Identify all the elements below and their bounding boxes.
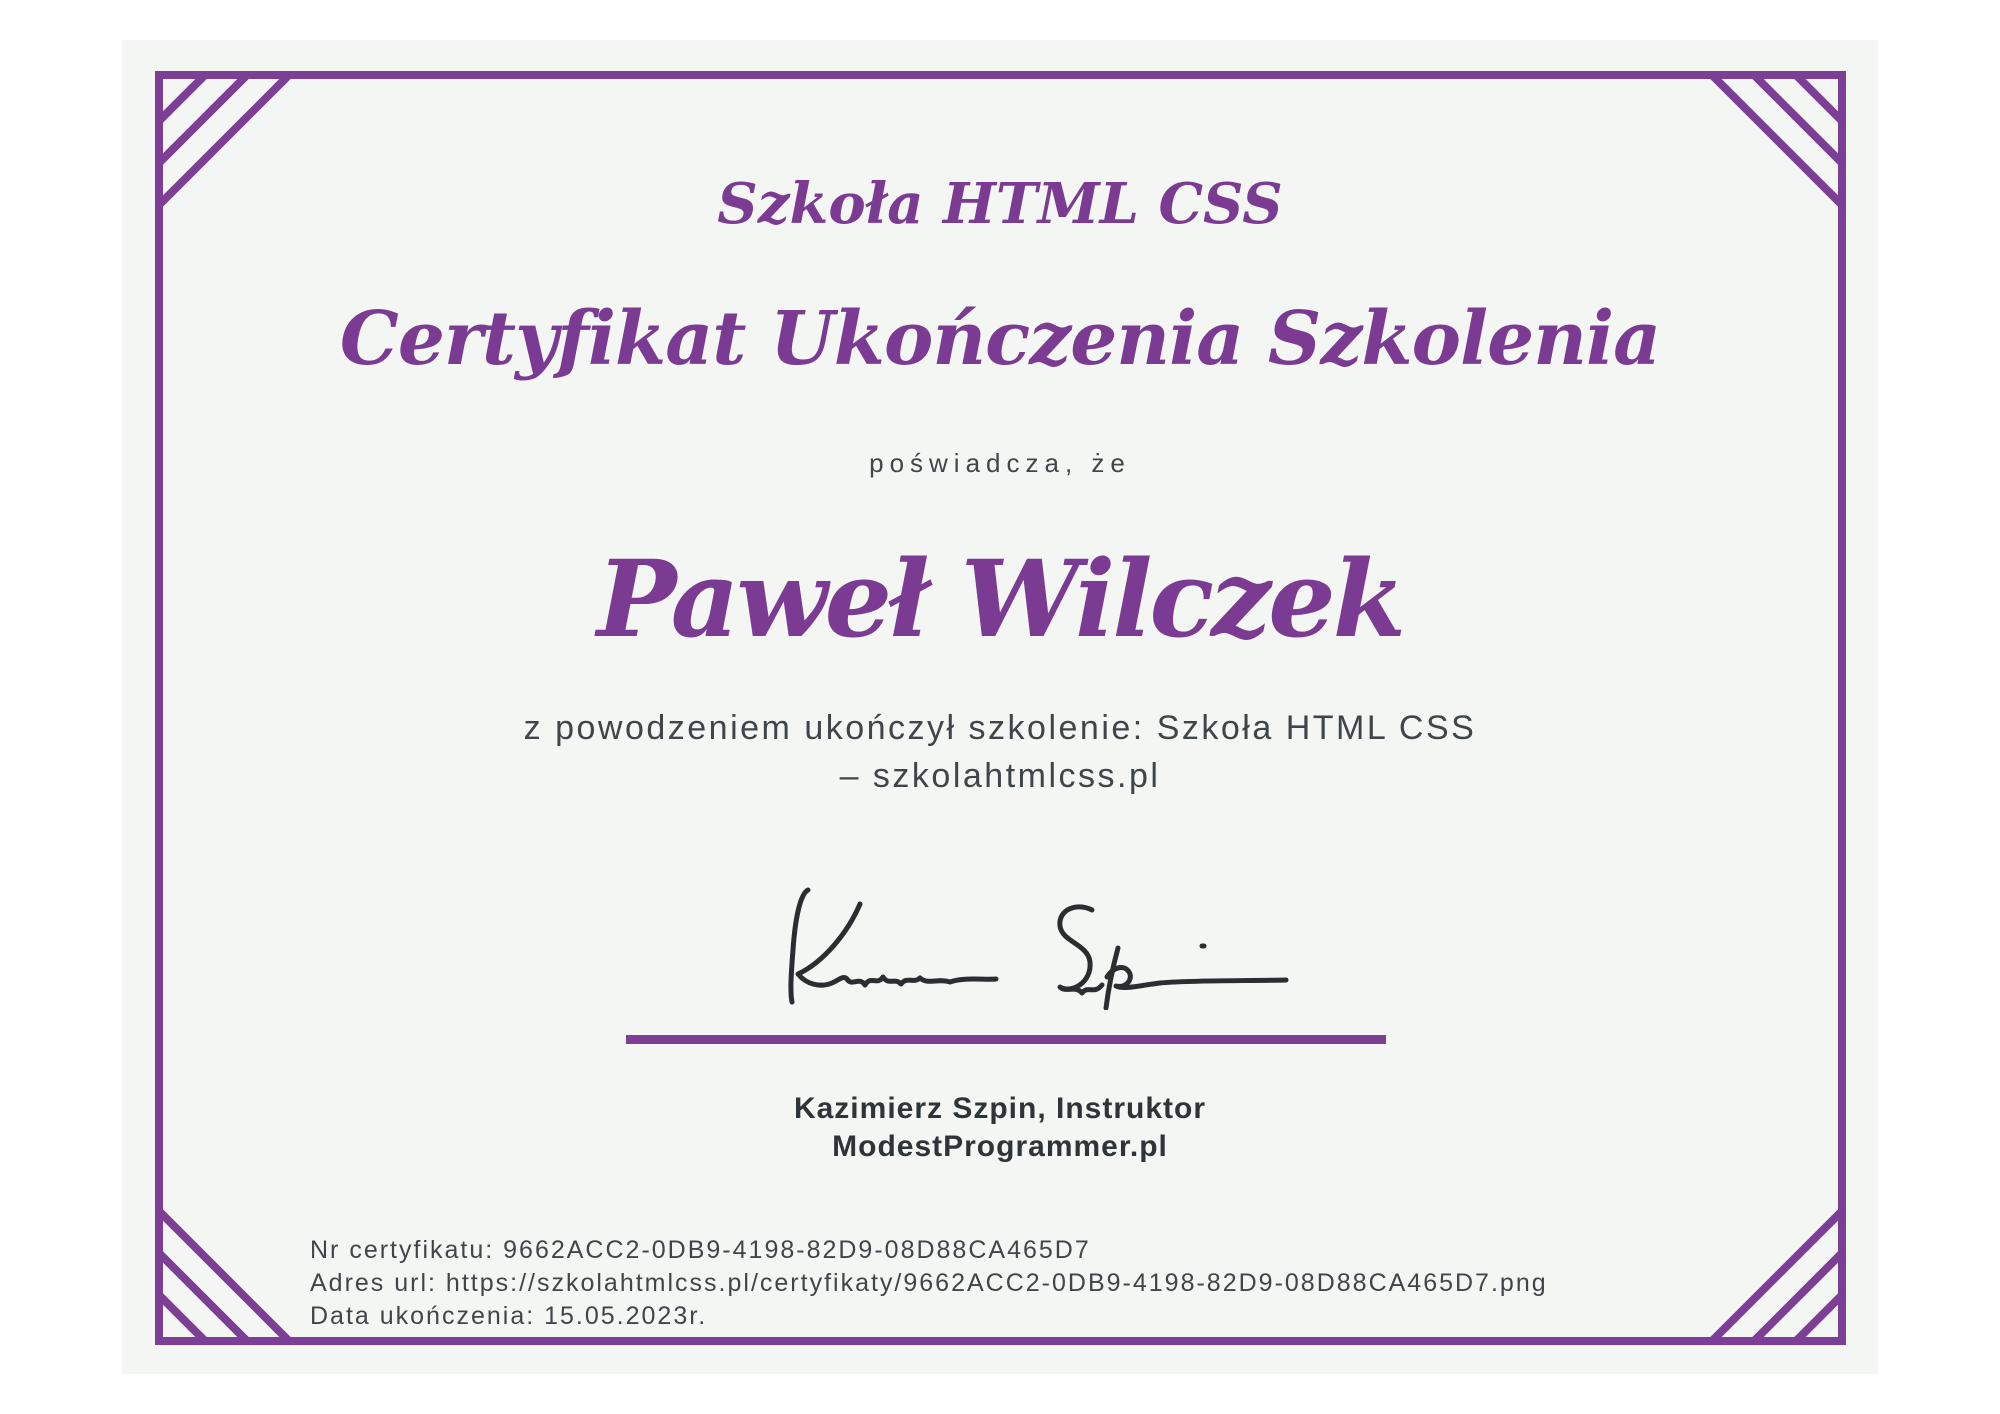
- signature-stroke-k-stem: [791, 890, 808, 1002]
- completion-date-line: Data ukończenia: 15.05.2023r.: [310, 1302, 708, 1330]
- corner-ornament-bottom-left: [159, 1211, 289, 1341]
- instructor-name-title: Kazimierz Szpin, Instruktor: [793, 1092, 1207, 1125]
- corner-ornament-bottom-right: [1712, 1211, 1842, 1341]
- signature-divider-line: [626, 1035, 1386, 1044]
- recipient-name: Paweł Wilczek: [596, 536, 1404, 661]
- school-name: Szkoła HTML CSS: [717, 171, 1283, 237]
- certificate-title: Certyfikat Ukończenia Szkolenia: [339, 296, 1661, 382]
- certificate-url-line: Adres url: https://szkolahtmlcss.pl/certyfikaty/9662ACC2-0DB9-4198-82D9-08D88CA465D7.png: [310, 1269, 1548, 1297]
- signature-stroke-tail: [1107, 968, 1286, 988]
- signature-handwriting: [740, 880, 1300, 1010]
- signer-block: [0, 1090, 2000, 1166]
- completion-line-2: – szkolahtmlcss.pl: [839, 757, 1161, 795]
- signature-stroke-k-scrawl: [798, 904, 996, 985]
- certificate-number-line: Nr certyfikatu: 9662ACC2-0DB9-4198-82D9-08D88CA465D7: [310, 1236, 1091, 1264]
- organization-name: ModestProgrammer.pl: [832, 1130, 1168, 1163]
- attestation-text: poświadcza, że: [869, 448, 1131, 478]
- signature-stroke-s: [1060, 907, 1102, 993]
- completion-statement: [0, 704, 2000, 800]
- certificate-details: [310, 1234, 1548, 1333]
- completion-line-1: z powodzeniem ukończył szkolenie: Szkoła HTML CSS: [523, 709, 1477, 747]
